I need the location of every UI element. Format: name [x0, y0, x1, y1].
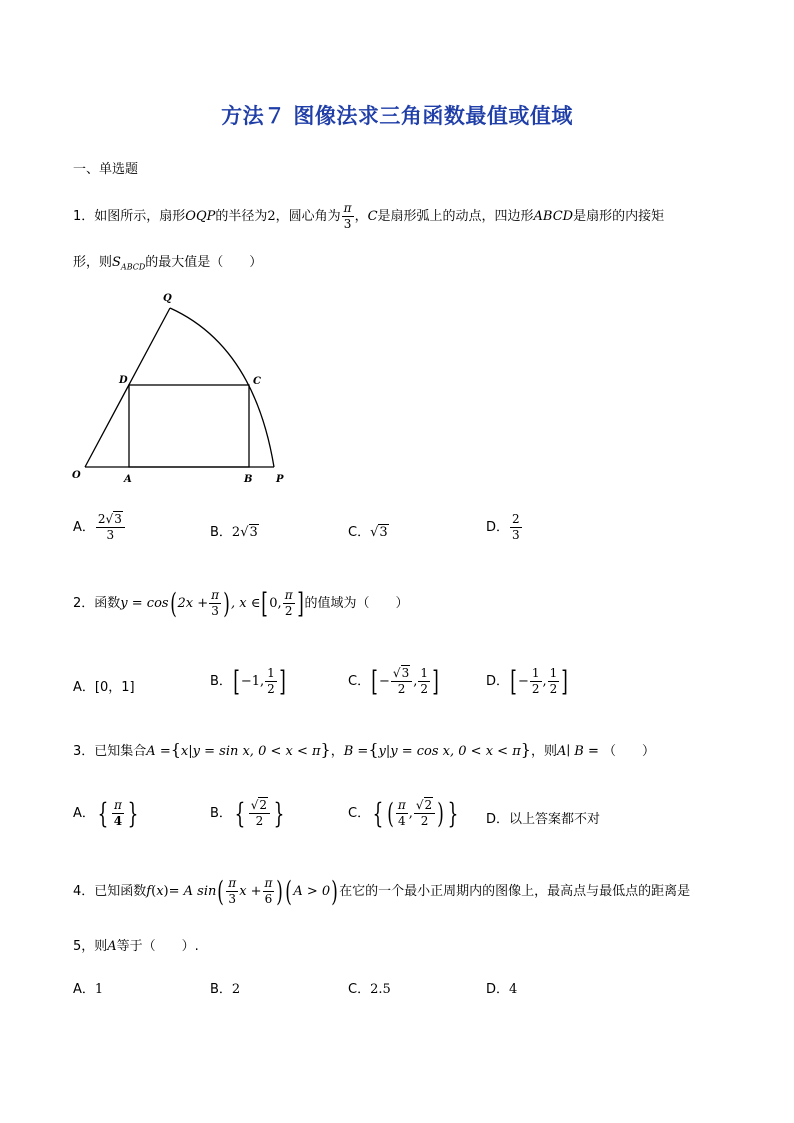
paren-open: (: [217, 874, 225, 908]
math-condition: A > 0: [293, 884, 331, 899]
q1-option-b[interactable]: [210, 521, 259, 540]
math-expression: 0,: [269, 596, 282, 611]
fraction: [391, 666, 412, 697]
paren-open: (: [285, 874, 293, 908]
q3-option-b[interactable]: [210, 798, 287, 829]
question-text: 5，则: [73, 939, 108, 954]
math-expression: y = cos: [120, 596, 169, 611]
fraction-numerator: √3: [391, 666, 412, 682]
coefficient: 2: [97, 512, 106, 526]
option-label: C．: [348, 525, 371, 540]
option-text: 4: [509, 982, 518, 997]
paren-close: ): [437, 796, 444, 830]
bracket-close: ]: [278, 664, 286, 698]
q3-option-d[interactable]: [486, 808, 600, 827]
radicand: 3: [249, 525, 258, 540]
fraction: [263, 876, 275, 907]
brace-close: }: [127, 796, 139, 830]
question-text: 是扇形的内接矩: [573, 209, 665, 224]
fraction-numerator: 1: [267, 666, 275, 680]
fraction-numerator: 1: [549, 666, 558, 680]
fraction-numerator: π: [397, 798, 406, 812]
fraction-denominator: 3: [512, 528, 520, 542]
fraction-denominator: 2: [420, 814, 429, 828]
arc-qp: [170, 308, 274, 467]
q4-option-c[interactable]: [348, 978, 391, 997]
option-label: D．: [486, 674, 510, 689]
brace-open: {: [372, 796, 384, 830]
question-text: 等于（ ）.: [116, 939, 199, 954]
fraction-denominator: 2: [531, 682, 540, 696]
bracket-close: ]: [296, 586, 304, 620]
option-label: B．: [210, 806, 232, 821]
fraction: [530, 666, 542, 697]
figure-label-b: B: [244, 474, 253, 485]
q3-option-c[interactable]: C．{ ( $\frac{\pi}{4}$ , $\frac{√2}{2}$ ) }: [348, 796, 459, 830]
minus-sign: −: [379, 674, 390, 689]
math-area: S: [112, 255, 121, 270]
question-text: ，: [354, 209, 368, 224]
figure-label-p: P: [276, 474, 284, 485]
radicand: 2: [259, 798, 268, 812]
math-radius: 2: [267, 209, 276, 224]
q1-option-c[interactable]: [348, 521, 389, 540]
option-label: A．: [73, 982, 95, 997]
minus-sign: −: [517, 674, 529, 689]
fraction-numerator: π: [284, 588, 293, 602]
radicand: 3: [114, 512, 122, 526]
sqrt: √3: [105, 512, 122, 526]
fraction-numerator: π: [264, 876, 273, 890]
option-text: 以上答案都不对: [509, 812, 601, 827]
paren-open: (: [387, 796, 394, 830]
radicand: 3: [379, 525, 388, 540]
radius-oq: [85, 308, 170, 467]
q2-option-a[interactable]: [73, 676, 135, 695]
brace-open: {: [234, 796, 246, 830]
fraction-angle: [342, 201, 354, 232]
math-sector: OQP: [185, 209, 216, 224]
math-variable: x: [180, 744, 189, 759]
bracket-open: [: [233, 664, 240, 698]
bracket-open: [: [261, 586, 269, 620]
fraction: [548, 666, 560, 697]
option-label: B．: [210, 982, 232, 997]
fraction-numerator: 1: [420, 666, 428, 680]
fraction-denominator: 4: [113, 814, 123, 828]
figure-label-d: D: [119, 375, 128, 386]
math-set-condition: y = cos x, 0 < x < π: [390, 744, 521, 759]
fraction-denominator: 2: [255, 814, 264, 828]
option-label: C．: [348, 674, 371, 689]
option-label: B．: [210, 674, 232, 689]
question-text: 在它的一个最小正周期内的图像上，最高点与最低点的距离是: [339, 884, 691, 899]
math-expression: f: [146, 884, 152, 899]
figure-label-o: O: [72, 470, 81, 481]
question-text: 的最大值是（ ）: [145, 255, 263, 270]
question-text: 函数: [94, 596, 121, 611]
q4-option-a[interactable]: [73, 978, 103, 997]
sqrt: √3: [370, 525, 388, 540]
q2-option-b[interactable]: [210, 666, 287, 697]
math-quadrilateral: ABCD: [533, 209, 574, 224]
fraction-denominator: 2: [397, 682, 406, 696]
math-set-condition: y = sin x, 0 < x < π: [192, 744, 321, 759]
rectangle-abcd: [129, 385, 249, 467]
fraction-numerator: √2: [249, 798, 270, 814]
question-4-line-1: 4．已知函数f(x)= A sin( $\frac{\pi}{3}$ x + $\frac{\pi}{6}$ )(A > 0)在它的一个最小正周期内的图像上，最高点与最低点的距离是: [73, 874, 691, 908]
option-text: 2.5: [370, 982, 391, 997]
q4-option-d[interactable]: [486, 978, 517, 997]
fraction-numerator: π: [343, 201, 352, 215]
q4-option-b[interactable]: [210, 978, 240, 997]
paren-close: ): [276, 874, 284, 908]
fraction-denominator: 2: [284, 604, 293, 618]
q2-option-d[interactable]: D．[− $\frac{1}{2}$ , $\frac{1}{2}$ ]: [486, 664, 569, 698]
fraction: [283, 588, 295, 619]
fraction-denominator: 3: [343, 217, 352, 231]
question-text: 已知集合: [94, 744, 147, 759]
math-expression: = A sin: [168, 884, 217, 899]
math-area-subscript: ABCD: [120, 262, 146, 272]
coefficient: 2: [231, 525, 241, 540]
figure-label-c: C: [253, 376, 261, 387]
math-set-a: A =: [146, 744, 171, 759]
brace-open: {: [97, 796, 109, 830]
math-expression: 2x +: [177, 596, 209, 611]
fraction: [112, 798, 124, 829]
fraction-denominator: 2: [549, 682, 558, 696]
figure-label-a: A: [124, 474, 132, 485]
option-label: D．: [486, 982, 510, 997]
fraction-denominator: 2: [267, 682, 275, 696]
option-label: D．: [486, 520, 510, 535]
fraction: [396, 798, 408, 829]
q2-option-c[interactable]: C．[− $\frac{√3}{2}$ , $\frac{1}{2}$ ]: [348, 664, 439, 698]
fraction-numerator: 1: [531, 666, 540, 680]
paren-close: ): [223, 586, 230, 620]
question-1-line-1: [73, 201, 664, 232]
option-label: D．: [486, 812, 510, 827]
math-intersection: A∣ B: [556, 744, 584, 759]
bracket-open: [: [371, 664, 378, 698]
question-4-line-2: [73, 935, 199, 954]
fraction: [249, 798, 270, 829]
question-3-line: 3．已知集合A ={x|y = sin x, 0 < x < π}，B ={y|y = cos x, 0 < x < π}，则A∣ B = （ ）: [73, 740, 655, 759]
fraction-denominator: 3: [211, 604, 219, 618]
question-text: 的值域为（ ）: [304, 596, 409, 611]
sector-figure: [68, 290, 298, 490]
page-title: 方法７ 图像法求三角函数最值或值域: [221, 104, 573, 128]
fraction-numerator: [96, 512, 125, 528]
question-text: 已知函数: [94, 884, 147, 899]
option-text: [0，1]: [94, 680, 135, 695]
fraction-denominator: 2: [420, 682, 428, 696]
question-text: ，圆心角为: [275, 209, 341, 224]
figure-label-q: Q: [163, 293, 172, 304]
brace-close: }: [273, 796, 285, 830]
question-text: 如图所示，扇形: [94, 209, 186, 224]
fraction-denominator: 3: [228, 892, 237, 906]
math-variable: x: [156, 884, 164, 899]
question-text: 是扇形弧上的动点，四边形: [377, 209, 534, 224]
fraction-numerator: π: [228, 876, 237, 890]
brace-close: }: [447, 796, 459, 830]
q1-option-d[interactable]: [486, 512, 523, 543]
fraction: [414, 798, 435, 829]
fraction-denominator: 6: [264, 892, 273, 906]
sqrt: √3: [240, 525, 258, 540]
fraction-numerator: √2: [414, 798, 435, 814]
question-text: 的半径为: [215, 209, 268, 224]
question-number: 4．: [73, 884, 95, 899]
option-text: 1: [94, 982, 104, 997]
section-heading: 一、单选题: [73, 162, 139, 177]
bracket-open: [: [510, 664, 517, 698]
paren-close: ): [331, 874, 338, 908]
option-label: A．: [73, 520, 95, 535]
bracket-close: ]: [561, 664, 569, 698]
fraction-numerator: π: [113, 798, 122, 812]
q1-option-a[interactable]: [73, 512, 126, 543]
question-number: 2．: [73, 596, 95, 611]
option-text: 2: [231, 982, 241, 997]
radicand: 3: [401, 666, 410, 680]
math-expression: , x ∈: [230, 596, 261, 611]
q3-option-a[interactable]: [73, 798, 141, 829]
fraction-denominator: 3: [106, 528, 115, 542]
math-point-c: C: [367, 209, 378, 224]
option-label: C．: [348, 982, 371, 997]
option-label: A．: [73, 680, 95, 695]
fraction-numerator: 2: [512, 512, 520, 526]
bracket-close: ]: [432, 664, 439, 698]
option-text: −1,: [240, 674, 265, 689]
option-label: C．: [348, 806, 371, 821]
fraction-denominator: 4: [397, 814, 406, 828]
fraction: [265, 666, 277, 697]
separator: ，: [330, 744, 344, 759]
math-set-b: B =: [343, 744, 369, 759]
math-variable: A: [107, 939, 117, 954]
radicand: 2: [424, 798, 433, 812]
question-number: 1．: [73, 209, 95, 224]
question-1-line-2: [73, 251, 262, 272]
fraction: [418, 666, 430, 697]
option-label: A．: [73, 806, 95, 821]
question-number: 3．: [73, 744, 95, 759]
math-expression: x +: [239, 884, 262, 899]
fraction-numerator: π: [211, 588, 220, 602]
fraction: [96, 512, 125, 543]
question-text: ，则: [530, 744, 557, 759]
question-text: 形，则: [73, 255, 113, 270]
fraction: [226, 876, 238, 907]
question-text: = （ ）: [583, 744, 655, 759]
math-variable: y: [378, 744, 386, 759]
fraction: [510, 512, 522, 543]
option-label: B．: [210, 525, 232, 540]
question-2-line: [73, 588, 409, 619]
fraction: [209, 588, 221, 619]
paren-open: (: [169, 586, 177, 620]
